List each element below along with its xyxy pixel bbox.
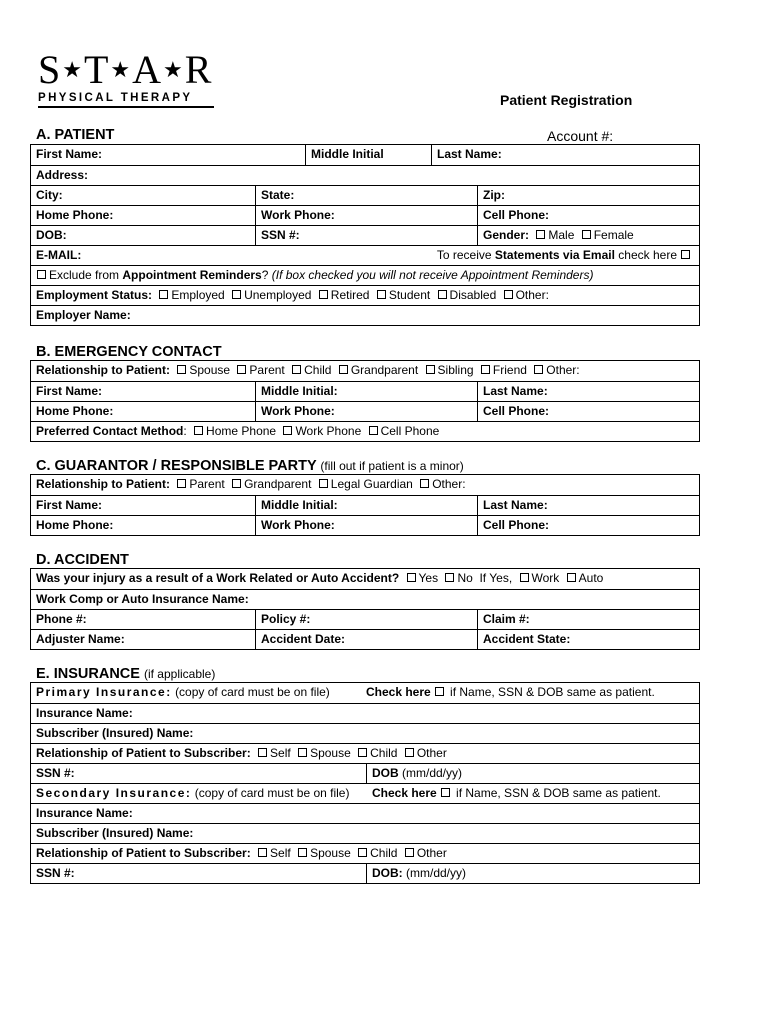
secondary-insurance-label: Secondary Insurance: <box>36 786 192 800</box>
star-logo <box>38 47 214 108</box>
insurance-note: (if applicable) <box>143 667 216 681</box>
patient-section <box>30 144 700 326</box>
grandparent-label: Grandparent <box>350 363 419 377</box>
secondary-other-checkbox[interactable] <box>405 848 414 857</box>
exclude-question: ? <box>261 268 269 282</box>
secondary-self-label: Self <box>270 846 291 860</box>
legal-guardian-label: Legal Guardian <box>330 477 413 491</box>
employer-name-field[interactable]: Employer Name: <box>36 308 131 322</box>
other-relationship-checkbox[interactable] <box>534 365 543 374</box>
secondary-subscriber-name-field[interactable]: Subscriber (Insured) Name: <box>36 826 194 840</box>
secondary-spouse-label: Spouse <box>310 846 351 860</box>
guarantor-relationship-row <box>31 475 699 495</box>
insurance-heading-text: E. INSURANCE <box>36 666 140 682</box>
employment-status-label: Employment Status: <box>36 288 153 302</box>
patient-state-field[interactable]: State: <box>255 186 477 205</box>
guarantor-other-checkbox[interactable] <box>420 479 429 488</box>
primary-self-checkbox[interactable] <box>258 748 267 757</box>
retired-label: Retired <box>330 288 370 302</box>
guarantor-grandparent-label: Grandparent <box>244 477 312 491</box>
logo-wordmark: S★T★A★R <box>38 47 213 92</box>
emergency-home-phone-field[interactable]: Home Phone: <box>36 404 114 418</box>
guarantor-last-name-field[interactable]: Last Name: <box>477 496 699 515</box>
primary-child-checkbox[interactable] <box>358 748 367 757</box>
email-note-bold: Statements via Email <box>494 248 615 262</box>
patient-work-phone-field[interactable]: Work Phone: <box>255 206 477 225</box>
section-heading-accident: D. ACCIDENT <box>36 552 129 568</box>
work-phone-checkbox[interactable] <box>283 426 292 435</box>
patient-address-field[interactable]: Address: <box>36 168 89 182</box>
spouse-checkbox[interactable] <box>177 365 186 374</box>
secondary-relationship-label: Relationship of Patient to Subscriber: <box>36 846 251 860</box>
home-phone-label: Home Phone <box>206 424 277 438</box>
primary-subscriber-name-field[interactable]: Subscriber (Insured) Name: <box>36 726 194 740</box>
guarantor-first-name-field[interactable]: First Name: <box>36 498 103 512</box>
employment-status-row <box>31 286 699 305</box>
patient-email-field[interactable]: E-MAIL: <box>36 248 82 262</box>
page-title: Patient Registration <box>500 92 633 108</box>
guarantor-parent-checkbox[interactable] <box>177 479 186 488</box>
accident-state-field[interactable]: Accident State: <box>477 630 699 649</box>
secondary-ssn-field[interactable]: SSN #: <box>36 866 75 880</box>
star-icon: ★ <box>62 57 83 82</box>
parent-checkbox[interactable] <box>237 365 246 374</box>
secondary-other-label: Other <box>416 846 447 860</box>
male-label: Male <box>548 228 575 242</box>
primary-spouse-label: Spouse <box>310 746 351 760</box>
secondary-spouse-checkbox[interactable] <box>298 848 307 857</box>
secondary-same-as-patient <box>367 784 699 803</box>
secondary-same-note: if Name, SSN & DOB same as patient. <box>456 786 661 800</box>
emergency-work-phone-field[interactable]: Work Phone: <box>255 402 477 421</box>
guarantor-note: (fill out if patient is a minor) <box>320 459 464 473</box>
sibling-label: Sibling <box>437 363 474 377</box>
patient-home-phone-field[interactable]: Home Phone: <box>36 208 114 222</box>
accident-auto-label: Auto <box>578 571 604 585</box>
exclude-reminders-option <box>31 266 699 285</box>
cell-phone-checkbox[interactable] <box>369 426 378 435</box>
emergency-cell-phone-field[interactable]: Cell Phone: <box>477 402 699 421</box>
other-employment-label: Other: <box>515 288 549 302</box>
patient-dob-field[interactable]: DOB: <box>36 228 67 242</box>
secondary-same-checkbox[interactable] <box>441 788 450 797</box>
spouse-label: Spouse <box>189 363 231 377</box>
accident-yes-label: Yes <box>418 571 439 585</box>
guarantor-work-phone-field[interactable]: Work Phone: <box>255 516 477 535</box>
other-relationship-label: Other: <box>546 363 580 377</box>
emergency-relationship-label: Relationship to Patient: <box>36 363 171 377</box>
accident-question: Was your injury as a result of a Work Related or Auto Accident? <box>36 571 400 585</box>
guarantor-section <box>30 474 700 536</box>
disabled-label: Disabled <box>449 288 497 302</box>
email-statements-option <box>437 246 693 265</box>
secondary-relationship-row <box>31 844 699 863</box>
exclude-note: (If box checked you will not receive Appointment Reminders) <box>271 268 594 282</box>
accident-yes-checkbox[interactable] <box>407 573 416 582</box>
sibling-checkbox[interactable] <box>426 365 435 374</box>
accident-policy-field[interactable]: Policy #: <box>255 610 477 629</box>
patient-ssn-field[interactable]: SSN #: <box>255 226 477 245</box>
unemployed-checkbox[interactable] <box>232 290 241 299</box>
email-note-check-text: check here <box>618 248 677 262</box>
preferred-contact-row <box>31 422 699 441</box>
emergency-last-name-field[interactable]: Last Name: <box>477 382 699 401</box>
primary-check-here: Check here <box>366 685 431 699</box>
patient-last-name-field[interactable]: Last Name: <box>431 145 699 165</box>
student-checkbox[interactable] <box>377 290 386 299</box>
preferred-contact-label: Preferred Contact Method <box>36 424 184 438</box>
patient-city-field[interactable]: City: <box>36 188 63 202</box>
friend-checkbox[interactable] <box>481 365 490 374</box>
employed-checkbox[interactable] <box>159 290 168 299</box>
accident-question-row <box>31 569 699 589</box>
primary-spouse-checkbox[interactable] <box>298 748 307 757</box>
patient-middle-initial-field[interactable]: Middle Initial <box>305 145 431 165</box>
child-label: Child <box>304 363 332 377</box>
accident-work-checkbox[interactable] <box>520 573 529 582</box>
accident-work-label: Work <box>531 571 560 585</box>
primary-dob-format: (mm/dd/yy) <box>402 766 463 780</box>
accident-section <box>30 568 700 650</box>
patient-cell-phone-field[interactable]: Cell Phone: <box>477 206 699 225</box>
account-number-label[interactable]: Account #: <box>547 128 614 144</box>
accident-no-checkbox[interactable] <box>445 573 454 582</box>
accident-auto-checkbox[interactable] <box>567 573 576 582</box>
secondary-check-here: Check here <box>372 786 437 800</box>
emergency-middle-initial-field[interactable]: Middle Initial: <box>255 382 477 401</box>
patient-gender-field <box>477 226 699 245</box>
guarantor-grandparent-checkbox[interactable] <box>232 479 241 488</box>
exclude-reminders-checkbox[interactable] <box>37 270 46 279</box>
home-phone-checkbox[interactable] <box>194 426 203 435</box>
guarantor-relationship-label: Relationship to Patient: <box>36 477 171 491</box>
accident-claim-field[interactable]: Claim #: <box>477 610 699 629</box>
accident-date-field[interactable]: Accident Date: <box>255 630 477 649</box>
primary-insurance-label: Primary Insurance: <box>36 685 172 699</box>
other-employment-checkbox[interactable] <box>504 290 513 299</box>
secondary-insurance-name-field[interactable]: Insurance Name: <box>36 806 133 820</box>
exclude-bold: Appointment Reminders <box>122 268 262 282</box>
logo-subtitle: PHYSICAL THERAPY <box>38 92 193 104</box>
legal-guardian-checkbox[interactable] <box>319 479 328 488</box>
accident-phone-field[interactable]: Phone #: <box>36 612 87 626</box>
primary-copy-note: (copy of card must be on file) <box>175 685 330 699</box>
preferred-contact-colon: : <box>183 424 187 438</box>
section-heading-emergency: B. EMERGENCY CONTACT <box>36 344 222 360</box>
primary-relationship-row <box>31 744 699 763</box>
guarantor-home-phone-field[interactable]: Home Phone: <box>36 518 114 532</box>
primary-other-label: Other <box>416 746 447 760</box>
primary-same-note: if Name, SSN & DOB same as patient. <box>450 685 655 699</box>
primary-insurance-name-field[interactable]: Insurance Name: <box>36 706 133 720</box>
friend-label: Friend <box>492 363 527 377</box>
accident-no-label: No <box>457 571 473 585</box>
adjuster-name-field[interactable]: Adjuster Name: <box>36 632 125 646</box>
section-heading-patient: A. PATIENT <box>36 127 115 143</box>
primary-ssn-field[interactable]: SSN #: <box>36 766 75 780</box>
patient-first-name-field[interactable]: First Name: <box>36 147 103 161</box>
secondary-child-checkbox[interactable] <box>358 848 367 857</box>
student-label: Student <box>388 288 431 302</box>
female-checkbox[interactable] <box>582 230 591 239</box>
disabled-checkbox[interactable] <box>438 290 447 299</box>
grandparent-checkbox[interactable] <box>339 365 348 374</box>
insurance-section <box>30 682 700 884</box>
star-icon: ★ <box>163 57 184 82</box>
emergency-first-name-field[interactable]: First Name: <box>36 384 103 398</box>
email-statements-checkbox[interactable] <box>681 250 690 259</box>
primary-same-as-patient <box>361 683 699 703</box>
if-yes-label: If Yes, <box>479 571 513 585</box>
child-checkbox[interactable] <box>292 365 301 374</box>
unemployed-label: Unemployed <box>244 288 312 302</box>
emergency-section <box>30 360 700 442</box>
parent-label: Parent <box>249 363 285 377</box>
guarantor-middle-initial-field[interactable]: Middle Initial: <box>255 496 477 515</box>
secondary-dob-label: DOB: <box>372 866 403 880</box>
secondary-dob-field[interactable] <box>366 864 699 883</box>
emergency-relationship-row <box>31 361 699 381</box>
work-phone-label: Work Phone <box>295 424 362 438</box>
cell-phone-label: Cell Phone <box>380 424 440 438</box>
male-checkbox[interactable] <box>536 230 545 239</box>
guarantor-parent-label: Parent <box>189 477 225 491</box>
section-heading-insurance <box>36 666 215 682</box>
secondary-child-label: Child <box>370 846 398 860</box>
secondary-dob-format: (mm/dd/yy) <box>406 866 467 880</box>
work-comp-insurance-field[interactable]: Work Comp or Auto Insurance Name: <box>36 592 249 606</box>
retired-checkbox[interactable] <box>319 290 328 299</box>
employed-label: Employed <box>171 288 225 302</box>
patient-zip-field[interactable]: Zip: <box>477 186 699 205</box>
guarantor-heading-text: C. GUARANTOR / RESPONSIBLE PARTY <box>36 458 317 474</box>
primary-dob-field[interactable] <box>366 764 699 783</box>
female-label: Female <box>593 228 634 242</box>
exclude-text: Exclude from <box>49 268 120 282</box>
guarantor-cell-phone-field[interactable]: Cell Phone: <box>477 516 699 535</box>
gender-label: Gender: <box>483 228 530 242</box>
primary-child-label: Child <box>370 746 398 760</box>
star-icon: ★ <box>110 57 132 82</box>
primary-self-label: Self <box>270 746 291 760</box>
secondary-self-checkbox[interactable] <box>258 848 267 857</box>
primary-same-checkbox[interactable] <box>435 687 444 696</box>
primary-dob-label: DOB <box>372 766 399 780</box>
guarantor-other-label: Other: <box>432 477 466 491</box>
primary-other-checkbox[interactable] <box>405 748 414 757</box>
email-note-text: To receive <box>436 248 492 262</box>
primary-relationship-label: Relationship of Patient to Subscriber: <box>36 746 251 760</box>
section-heading-guarantor <box>36 458 464 474</box>
secondary-copy-note: (copy of card must be on file) <box>194 786 350 800</box>
logo-rule <box>38 106 214 108</box>
